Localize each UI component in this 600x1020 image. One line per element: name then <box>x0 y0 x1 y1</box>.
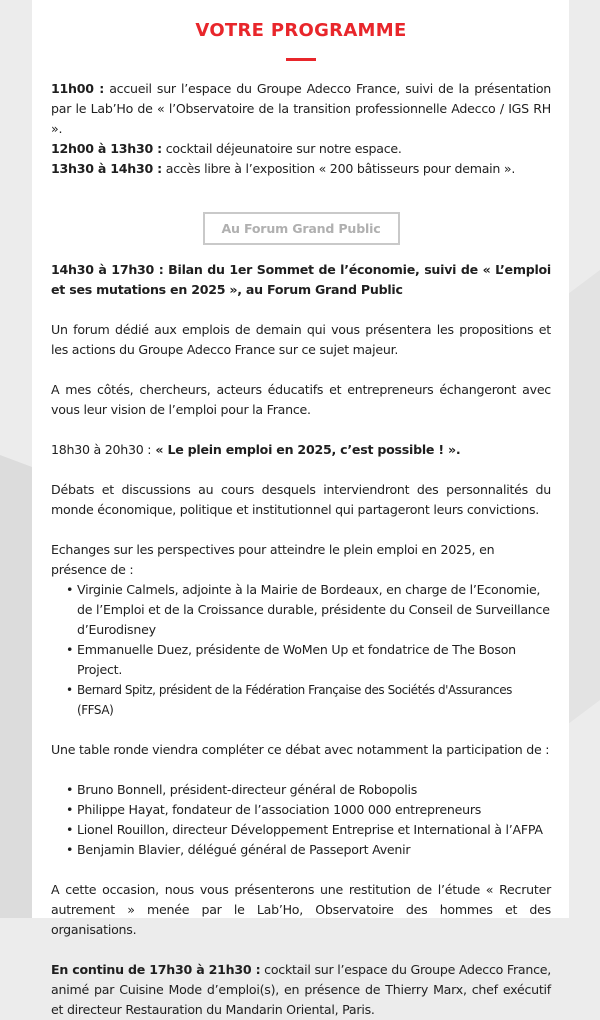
morning-schedule <box>51 79 551 179</box>
forum-grand-public-button[interactable]: Au Forum Grand Public <box>203 212 400 245</box>
list-item: • Benjamin Blavier, délégué général de Passeport Avenir <box>66 840 551 860</box>
program-card <box>32 0 569 1017</box>
continuous-time: En continu de 17h30 à 21h30 : <box>51 962 261 977</box>
schedule-item <box>51 79 551 139</box>
schedule-item <box>51 139 551 159</box>
schedule-text: accueil sur l’espace du Groupe Adecco France, suivi de la présentation par le Lab’Ho de « l’Observatoire de la transition professionnelle Adecco / IGS RH ». <box>51 81 552 136</box>
speakers-list <box>51 580 551 720</box>
speakers-intro: Echanges sur les perspectives pour atteindre le plein emploi en 2025, en présence de : <box>51 542 495 577</box>
list-item: • Lionel Rouillon, directeur Développement Entreprise et International à l’AFPA <box>66 820 551 840</box>
list-item: • Bernard Spitz, président de la Fédération Française des Sociétés d'Assurances (FFSA) <box>66 680 551 720</box>
schedule-time: 11h00 : <box>51 81 105 96</box>
title-divider <box>286 58 316 61</box>
session1-paragraph: A mes côtés, chercheurs, acteurs éducatifs et entrepreneurs échangeront avec vous leur vision de l’emploi pour la France. <box>51 382 551 417</box>
list-item: • Virginie Calmels, adjointe à la Mairie de Bordeaux, en charge de l’Economie, de l’Emploi et de la Croissance durable, présidente du Conseil de Surveillance d’Eurodisney <box>66 580 551 640</box>
list-item: • Emmanuelle Duez, présidente de WoMen Up et fondatrice de The Boson Project. <box>66 640 551 680</box>
session1-paragraph: Un forum dédié aux emplois de demain qui vous présentera les propositions et les actions du Groupe Adecco France sur ce sujet majeur. <box>51 322 551 357</box>
forum-button-wrap <box>51 212 551 246</box>
session1-heading: 14h30 à 17h30 : Bilan du 1er Sommet de l’économie, suivi de « L’emploi et ses mutations en 2025 », au Forum Grand Public <box>51 262 551 297</box>
list-item: • Philippe Hayat, fondateur de l’association 1000 000 entrepreneurs <box>66 800 551 820</box>
schedule-time: 13h30 à 14h30 : <box>51 161 162 176</box>
continuous-text: cocktail sur l’espace du Groupe Adecco France, animé par Cuisine Mode d’emploi(s), en présence de Thierry Marx, chef exécutif et directeur Restauration du Mandarin Oriental, Paris. <box>51 962 551 1017</box>
session2-paragraph: A cette occasion, nous vous présenterons une restitution de l’étude « Recruter autrement » menée par le Lab’Ho, Observatoire des hommes et des organisations. <box>51 882 551 937</box>
session2-paragraph: Débats et discussions au cours desquels interviendront des personnalités du monde économique, politique et institutionnel qui partageront leurs convictions. <box>51 482 551 517</box>
session2-heading <box>51 440 551 460</box>
panelists-list <box>51 780 551 860</box>
program-title: VOTRE PROGRAMME <box>195 20 407 41</box>
schedule-item <box>51 159 551 179</box>
continuous-schedule <box>51 960 551 1020</box>
schedule-text: cocktail déjeunatoire sur notre espace. <box>161 141 402 156</box>
schedule-time: 12h00 à 13h30 : <box>51 141 162 156</box>
session2-title: « Le plein emploi en 2025, c’est possible ! ». <box>151 442 461 457</box>
panel-intro: Une table ronde viendra compléter ce débat avec notamment la participation de : <box>51 742 550 757</box>
session2-time: 18h30 à 20h30 : <box>51 442 152 457</box>
schedule-text: accès libre à l’exposition « 200 bâtisseurs pour demain ». <box>161 161 516 176</box>
list-item: • Bruno Bonnell, président-directeur général de Robopolis <box>66 780 551 800</box>
